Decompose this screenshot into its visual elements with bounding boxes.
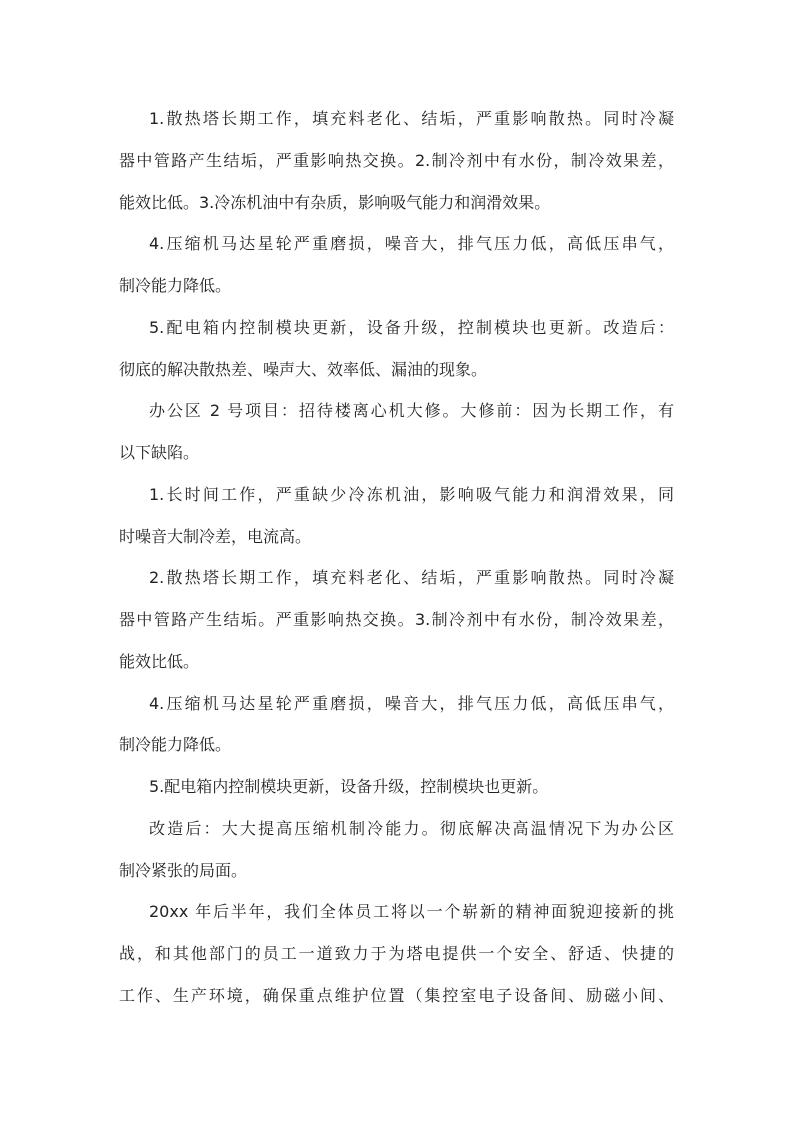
text-line: 彻底的解决散热差、噪声大、效率低、漏油的现象。 — [119, 359, 488, 379]
text-line: 1.散热塔长期工作，填充料老化、结垢，严重影响散热。同时冷凝 — [149, 109, 674, 128]
text-line: 制冷能力降低。 — [119, 276, 232, 295]
text-line: 器中管路产生结垢。严重影响热交换。3.制冷剂中有水份，制冷效果差， — [119, 610, 674, 629]
text-line: 能效比低。 — [119, 651, 200, 671]
text-line: 战，和其他部门的员工一道致力于为塔电提供一个安全、舒适、快捷的 — [119, 944, 674, 963]
text-line: 以下缺陷。 — [119, 443, 200, 462]
text-line: 5.配电箱内控制模块更新，设备升级，控制模块也更新。 — [149, 777, 549, 796]
text-line: 时噪音大制冷差，电流高。 — [119, 526, 312, 546]
text-line: 能效比低。3.冷冻机油中有杂质，影响吸气能力和润滑效果。 — [119, 192, 551, 212]
document-body — [119, 98, 674, 1017]
text-line: 工作、生产环境，确保重点维护位置（集控室电子设备间、励磁小间、 — [119, 985, 674, 1005]
text-line: 4.压缩机马达星轮严重磨损，噪音大，排气压力低，高低压串气， — [149, 234, 674, 254]
text-line: 2.散热塔长期工作，填充料老化、结垢，严重影响散热。同时冷凝 — [149, 568, 674, 588]
text-line: 制冷能力降低。 — [119, 735, 232, 755]
text-line: 制冷紧张的局面。 — [119, 860, 248, 880]
text-line: 办公区 2 号项目：招待楼离心机大修。大修前：因为长期工作，有 — [149, 401, 674, 421]
text-line: 器中管路产生结垢，严重影响热交换。2.制冷剂中有水份，制冷效果差， — [119, 150, 674, 170]
text-line: 4.压缩机马达星轮严重磨损，噪音大，排气压力低，高低压串气， — [149, 693, 674, 713]
text-line: 5.配电箱内控制模块更新，设备升级，控制模块也更新。改造后： — [149, 317, 674, 337]
text-line: 改造后：大大提高压缩机制冷能力。彻底解决高温情况下为办公区 — [149, 818, 674, 838]
text-line: 1.长时间工作，严重缺少冷冻机油，影响吸气能力和润滑效果，同 — [149, 484, 674, 504]
text-line: 20xx 年后半年，我们全体员工将以一个崭新的精神面貌迎接新的挑 — [149, 902, 674, 922]
